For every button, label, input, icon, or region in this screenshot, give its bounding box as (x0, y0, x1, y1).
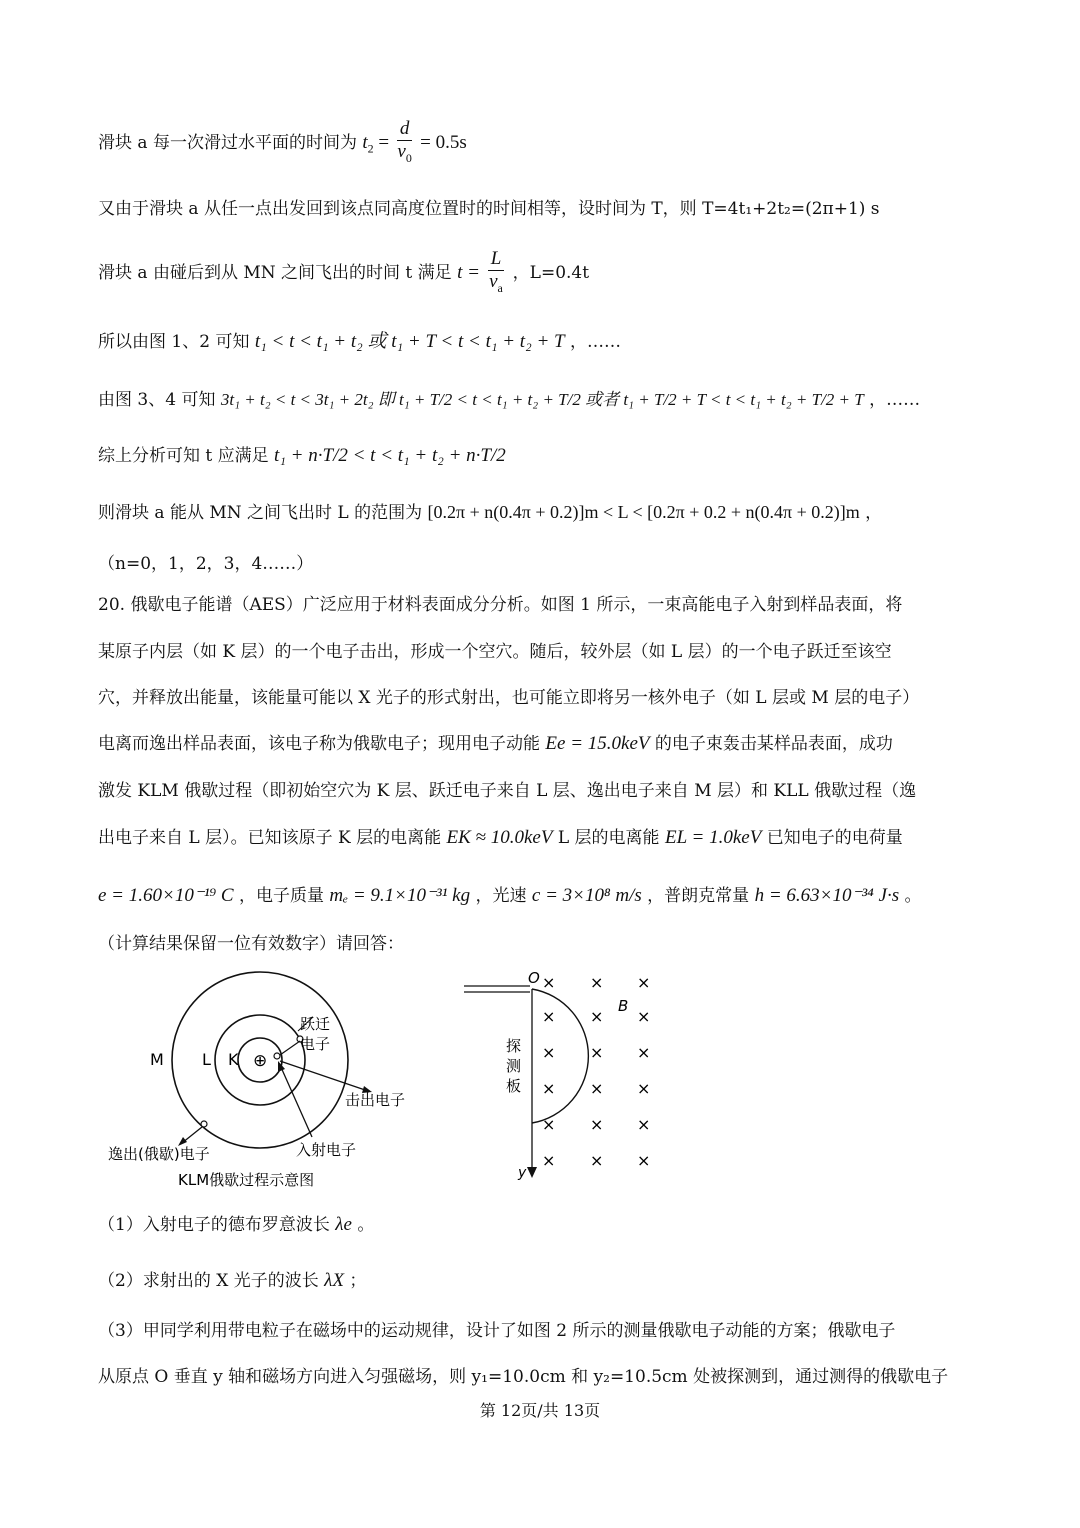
field-cross: × (637, 973, 651, 992)
field-cross: × (590, 1151, 604, 1170)
solution-line-7: 则滑块 a 能从 MN 之间飞出时 L 的范围为 [0.2π + n(0.4π + 0.2)]m < L < [0.2π + 0.2 + n(0.4π + 0.2)]m ， (98, 502, 883, 523)
transition-line (280, 1041, 300, 1055)
y-axis-arrowhead (527, 1167, 537, 1178)
symbol-lambda-e: λe (335, 1214, 352, 1235)
question-2: （2）求射出的 X 光子的波长 λX ； (98, 1270, 367, 1291)
figure-magnetic-field (460, 965, 670, 1185)
field-cross: × (637, 1007, 651, 1026)
problem20-line-8: （计算结果保留一位有效数字）请回答： (98, 934, 404, 954)
electron-trajectory (532, 989, 588, 1123)
question-3-line-1: （3）甲同学利用带电粒子在磁场中的运动规律，设计了如图 2 所示的测量俄歇电子动能的方案；俄歇电子 (98, 1321, 896, 1341)
formula-Ee: Ee = 15.0keV (545, 733, 650, 754)
formula-e: e = 1.60×10⁻¹⁹ C (98, 885, 234, 906)
solution-line-2: 又由于滑块 a 从任一点出发回到该点同高度位置时的时间相等，设时间为 T，则 T=4t₁+2t₂=(2π+1) s (98, 199, 880, 219)
label-origin: O (528, 969, 540, 987)
field-cross: × (590, 1043, 604, 1062)
field-cross: × (542, 1079, 556, 1098)
label-auger: 逸出(俄歇)电子 (108, 1145, 210, 1163)
solution-line-3: 滑块 a 由碰后到从 MN 之间飞出的时间 t 满足 t = $\frac{L}{v_a}$ ，L=0.4t (98, 248, 988, 299)
formula-interval-2: 3t₁ + t₂ < t < 3t₁ + 2t₂ 即 t₁ + T/2 < t < t₁ + t₂ + T/2 或者 t₁ + T/2 + T < t < t₁ + t₂ + T/2 + T (220, 390, 864, 409)
label-board-3: 板 (506, 1077, 522, 1095)
solution-line-6: 综上分析可知 t 应满足 t₁ + n·T/2 < t < t₁ + t₂ + n·T/2 (98, 445, 506, 466)
field-cross: × (637, 1115, 651, 1134)
field-cross: × (637, 1043, 651, 1062)
problem20-line-5: 激发 KLM 俄歇过程（即初始空穴为 K 层、跃迁电子来自 L 层、逸出电子来自 M 层）和 KLL 俄歇过程（逸 (98, 781, 917, 801)
label-L: L (202, 1050, 211, 1069)
formula-t2: $t_2$ = $\frac{d}{v_0}$ = 0.5s (362, 118, 466, 169)
knockout-arrow (280, 1061, 368, 1091)
label-knockout: 击出电子 (345, 1091, 406, 1109)
field-cross: × (637, 1079, 651, 1098)
formula-h: h = 6.63×10⁻³⁴ J·s (754, 885, 900, 906)
solution-line-5: 由图 3、4 可知 3t₁ + t₂ < t < 3t₁ + 2t₂ 即 t₁ + T/2 < t < t₁ + t₂ + T/2 或者 t₁ + T/2 + T < t < t₁ + t₂ + T/2 + T ，…… (98, 390, 921, 410)
figure1-caption: KLM俄歇过程示意图 (178, 1171, 315, 1189)
incident-arrow (280, 1065, 312, 1137)
label-M: M (150, 1050, 164, 1069)
field-cross: × (637, 1151, 651, 1170)
field-cross: × (590, 1079, 604, 1098)
formula-t: t = $\frac{L}{v_a}$ (457, 248, 507, 299)
formula-c: c = 3×10⁸ m/s (531, 885, 642, 906)
solution-line-4: 所以由图 1、2 可知 t₁ < t < t₁ + t₂ 或 t₁ + T < t < t₁ + t₂ + T ，…… (98, 331, 621, 352)
problem20-line-4: 电离而逸出样品表面，该电子称为俄歇电子；现用电子动能 Ee = 15.0keV 的电子束轰击某样品表面，成功 (98, 733, 893, 754)
label-y: y (518, 1165, 527, 1181)
problem20-line-1: 20. 俄歇电子能谱（AES）广泛应用于材料表面成分分析。如图 1 所示，一束高能电子入射到样品表面，将 (98, 595, 903, 615)
formula-me: mₑ = 9.1×10⁻³¹ kg (329, 885, 471, 906)
problem20-line-2: 某原子内层（如 K 层）的一个电子击出，形成一个空穴。随后，较外层（如 L 层）的一个电子跃迁至该空 (98, 642, 892, 662)
field-cross: × (590, 973, 604, 992)
auger-electron-dot (201, 1121, 207, 1127)
field-cross: × (542, 1115, 556, 1134)
solution-line-8: （n=0，1，2，3，4……） (98, 554, 314, 574)
symbol-lambda-x: λX (324, 1270, 344, 1291)
field-cross: × (542, 1007, 556, 1026)
field-cross: × (590, 1115, 604, 1134)
label-board-2: 测 (506, 1057, 522, 1075)
figure-klm-auger (100, 965, 430, 1195)
problem20-line-6: 出电子来自 L 层）。已知该原子 K 层的电离能 EK ≈ 10.0keV L 层的电离能 EL = 1.0keV 已知电子的电荷量 (98, 827, 903, 848)
formula-L-range: [0.2π + n(0.4π + 0.2)]m < L < [0.2π + 0.2 + n(0.4π + 0.2)]m (427, 502, 860, 522)
problem20-line-3: 穴，并释放出能量，该能量可能以 X 光子的形式射出，也可能立即将另一核外电子（如 L 层或 M 层的电子） (98, 688, 920, 708)
question-1: （1）入射电子的德布罗意波长 λe 。 (98, 1214, 375, 1235)
fraction: $\frac{d}{v_0}$ (397, 118, 412, 165)
formula-interval-1: t₁ < t < t₁ + t₂ 或 t₁ + T < t < t₁ + t₂ + T (254, 331, 565, 352)
label-field-B: B (618, 997, 629, 1015)
field-cross: × (542, 973, 556, 992)
page-footer: 第 12页/共 13页 (479, 1401, 601, 1420)
label-K: K (228, 1050, 239, 1069)
solution-line-1 (98, 118, 988, 169)
formula-interval-general: t₁ + n·T/2 < t < t₁ + t₂ + n·T/2 (274, 445, 506, 466)
vacancy-dot (274, 1053, 280, 1059)
label-board-1: 探 (506, 1037, 522, 1055)
question-3-line-2: 从原点 O 垂直 y 轴和磁场方向进入匀强磁场，则 y₁=10.0cm 和 y₂=10.5cm 处被探测到，通过测得的俄歇电子 (98, 1367, 949, 1387)
label-transition-2: 电子 (300, 1035, 331, 1053)
field-cross-marks (542, 973, 650, 1170)
label-incident: 入射电子 (296, 1141, 357, 1159)
line-text: 滑块 a 每一次滑过水平面的时间为 (98, 132, 357, 153)
field-cross: × (542, 1151, 556, 1170)
label-transition-1: 跃迁 (300, 1015, 331, 1033)
formula-EK: EK ≈ 10.0keV (446, 827, 553, 848)
nucleus-symbol: ⊕ (253, 1051, 268, 1071)
field-cross: × (590, 1007, 604, 1026)
field-cross: × (542, 1043, 556, 1062)
fraction: $\frac{L}{v_a}$ (489, 248, 503, 295)
formula-EL: EL = 1.0keV (664, 827, 762, 848)
problem20-line-7: e = 1.60×10⁻¹⁹ C ，电子质量 mₑ = 9.1×10⁻³¹ kg ，光速 c = 3×10⁸ m/s ，普朗克常量 h = 6.63×10⁻³⁴ J·s 。 (98, 885, 922, 906)
